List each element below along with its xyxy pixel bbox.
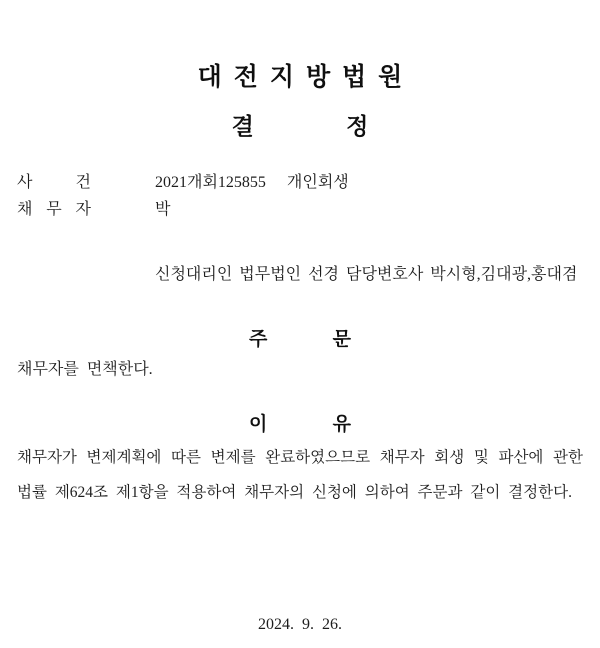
document-type-heading: 결 정	[231, 113, 369, 139]
case-info-row	[17, 169, 583, 192]
order-section-heading: 주 문	[249, 329, 351, 350]
case-type: 개인회생	[286, 174, 349, 191]
court-name-heading: 대 전 지 방 법 원	[197, 63, 403, 91]
attorney-line: 신청대리인 법무법인 선경 담당변호사 박시형,김대광,홍대겸	[155, 266, 578, 283]
order-text: 채무자를 면책한다.	[17, 361, 153, 378]
case-label: 사 건	[17, 174, 91, 191]
debtor-label: 채 무 자	[17, 201, 91, 218]
case-value	[155, 169, 349, 192]
debtor-info-row	[17, 196, 583, 219]
reason-section-heading: 이 유	[249, 414, 351, 435]
case-number: 2021개회125855	[155, 174, 266, 191]
decision-date: 2024. 9. 26.	[258, 616, 342, 633]
reason-text: 채무자가 변제계획에 따른 변제를 완료하였으므로 채무자 회생 및 파산에 관한 법률 제624조 제1항을 적용하여 채무자의 신청에 의하여 주문과 같이 결정한다.	[17, 449, 583, 501]
debtor-name: 박	[155, 201, 171, 218]
